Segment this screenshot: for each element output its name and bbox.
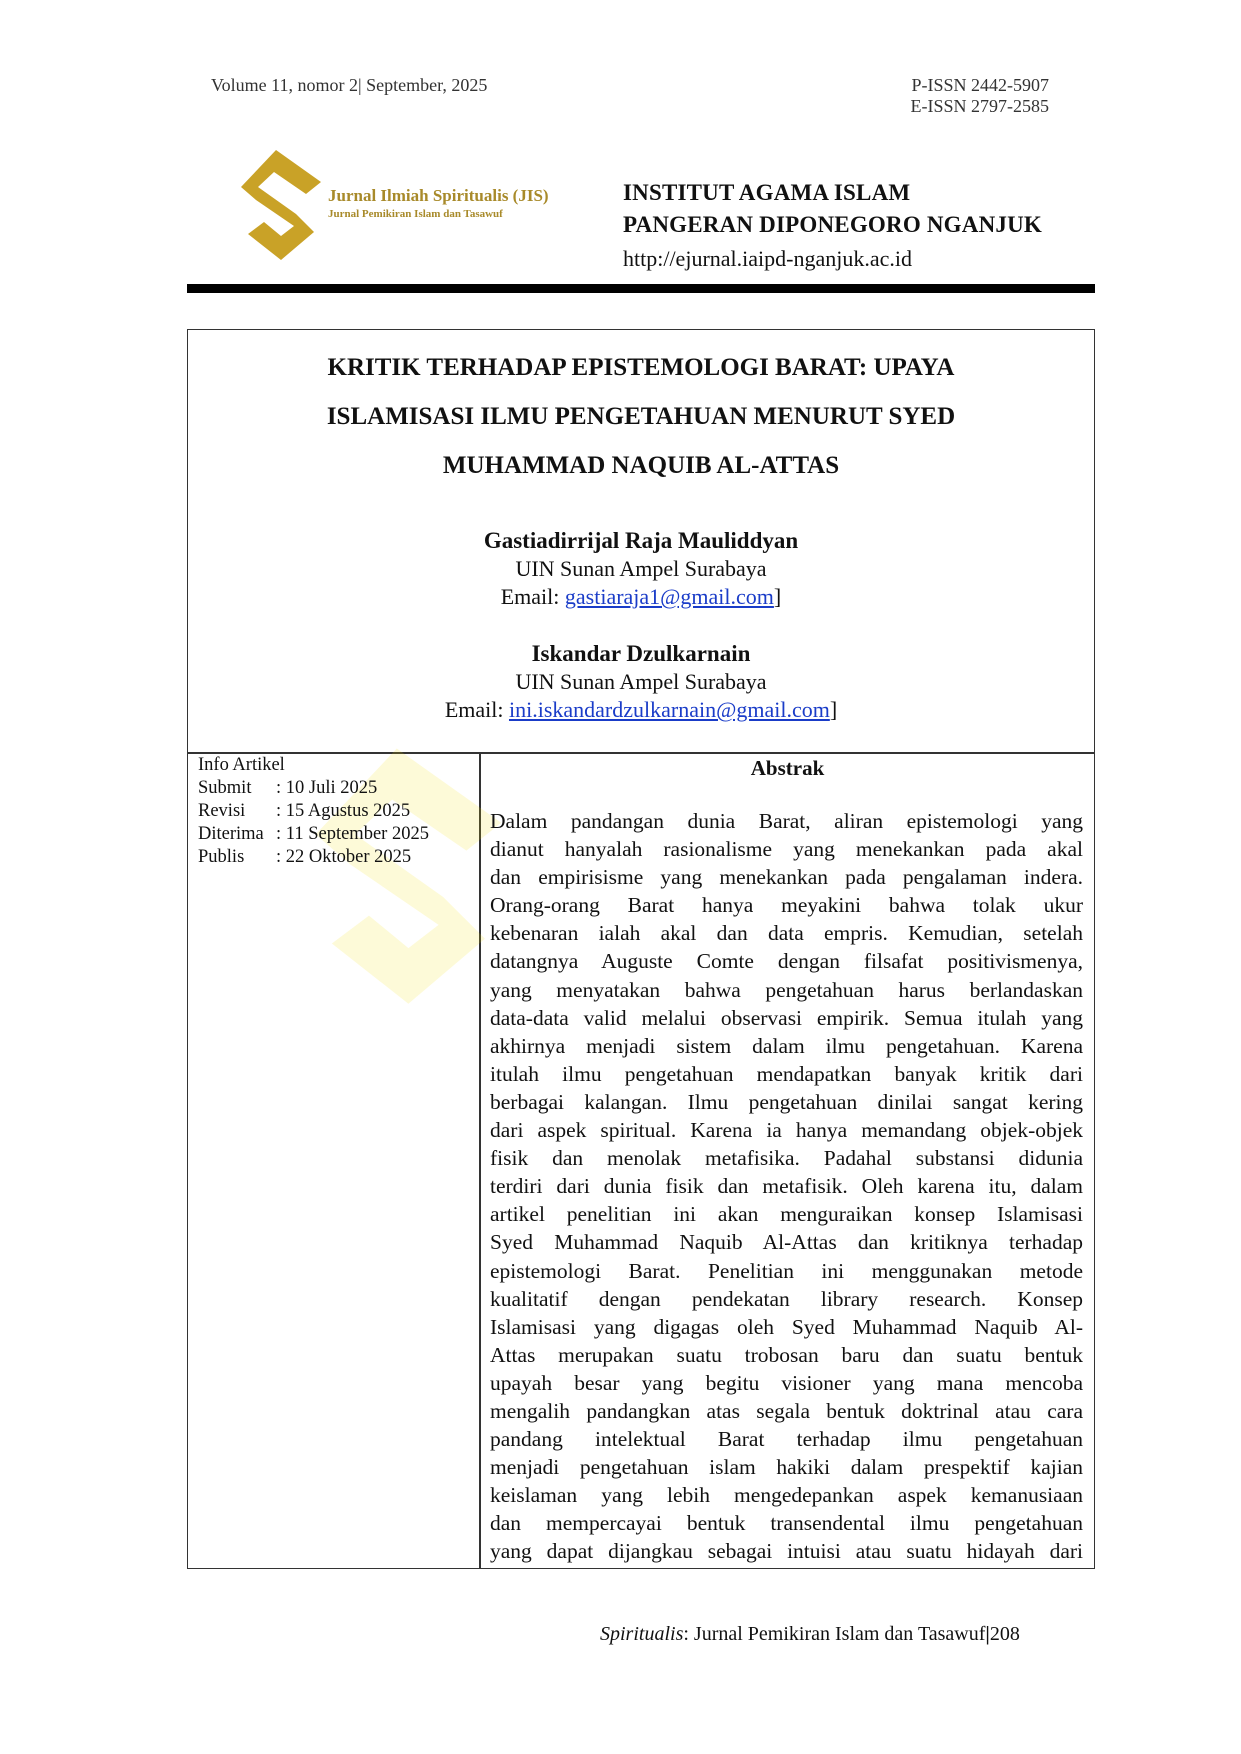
abstract-line: dan mempercayai bentuk transendental ilmu pengetahuan [490, 1511, 1083, 1536]
logo-s-icon [236, 142, 336, 267]
email-label: Email: [500, 584, 565, 609]
author-email-line [187, 697, 1095, 723]
abstract-line: itulah ilmu pengetahuan mendapatkan banyak kritik dari [490, 1061, 1083, 1086]
abstract-text [490, 807, 1083, 1566]
abstract-line: Syed Muhammad Naquib Al-Attas dan kritiknya terhadap [490, 1230, 1083, 1255]
e-issn: E-ISSN 2797-2585 [910, 96, 1049, 116]
abstract-line: keislaman yang lebih mengedepankan aspek kemanusiaan [490, 1483, 1083, 1508]
article-title-line: ISLAMISASI ILMU PENGETAHUAN MENURUT SYED [326, 403, 956, 430]
article-title-line: KRITIK TERHADAP EPISTEMOLOGI BARAT: UPAYA [327, 354, 955, 381]
header-divider [187, 284, 1095, 293]
logo-title: Jurnal Ilmiah Spiritualis (JIS) [328, 186, 549, 205]
p-issn: P-ISSN 2442-5907 [911, 75, 1049, 95]
abstract-line: yang menyatakan bahwa pengetahuan harus berlandaskan [490, 977, 1083, 1002]
abstract-line: menjadi pengetahuan islam hakiki dalam prespektif kajian [490, 1455, 1083, 1480]
footer-journal: Spiritualis [600, 1623, 684, 1645]
article-title-line: MUHAMMAD NAQUIB AL-ATTAS [442, 452, 840, 479]
abstract-line: berbagai kalangan. Ilmu pengetahuan dinilai sangat kering [490, 1089, 1083, 1114]
abstract-line: dan empirisisme yang menekankan pada pengalaman indera. [490, 865, 1083, 890]
abstract-line: Islamisasi yang digagas oleh Syed Muhammad Naquib Al- [490, 1314, 1083, 1339]
logo-subtitle: Jurnal Pemikiran Islam dan Tasawuf [328, 208, 503, 220]
abstract-line: dari aspek spiritual. Karena ia hanya memandang objek-objek [490, 1118, 1083, 1143]
abstract-line: Dalam pandangan dunia Barat, aliran epistemologi yang [490, 809, 1083, 833]
page-footer [600, 1623, 1020, 1646]
info-row: Publis : 22 Oktober 2025 [198, 847, 412, 867]
journal-logo [236, 142, 556, 267]
article-info [198, 754, 429, 869]
abstract-line: Orang-orang Barat hanya meyakini bahwa tolak ukur [490, 893, 1083, 918]
author-email-link[interactable]: ini.iskandardzulkarnain@gmail.com [508, 697, 830, 722]
abstract-line: mengalih pandangkan atas segala bentuk doktrinal atau cara [490, 1398, 1083, 1423]
issn-block [911, 75, 1050, 117]
volume-info: Volume 11, nomor 2| September, 2025 [211, 75, 488, 95]
footer-title: : Jurnal Pemikiran Islam dan Tasawuf [683, 1623, 986, 1645]
institution-line1: INSTITUT AGAMA ISLAM [623, 180, 911, 205]
abstract-line: epistemologi Barat. Penelitian ini menggunakan metode [490, 1258, 1083, 1283]
bracket: ] [773, 584, 782, 609]
institution-line2: PANGERAN DIPONEGORO NGANJUK [623, 212, 1042, 237]
abstract-line: Attas merupakan suatu trobosan baru dan suatu bentuk [490, 1342, 1083, 1367]
abstract-line: kebenaran ialah akal dan data empris. Kemudian, setelah [490, 921, 1083, 946]
abstract-line: dianut hanyalah rasionalisme yang menekankan pada akal [490, 837, 1083, 862]
abstract-line: datangnya Auguste Comte dengan filsafat positivismenya, [490, 949, 1083, 974]
footer-separator: | [985, 1623, 990, 1645]
info-row: Submit : 10 Juli 2025 [198, 778, 378, 798]
abstract-line: fisik dan menolak metafisika. Padahal substansi didunia [490, 1146, 1083, 1171]
abstract-heading: Abstrak [750, 756, 825, 780]
abstract-line: kualitatif dengan pendekatan library research. Konsep [490, 1286, 1083, 1311]
info-row: Revisi : 15 Agustus 2025 [198, 801, 411, 821]
abstract-line: upayah besar yang begitu visioner yang mana mencoba [490, 1370, 1083, 1395]
institution-url[interactable]: http://ejurnal.iaipd-nganjuk.ac.id [623, 246, 912, 271]
abstract-line: pandang intelektual Barat terhadap ilmu pengetahuan [490, 1427, 1083, 1452]
author-affiliation: UIN Sunan Ampel Surabaya [515, 669, 767, 694]
info-heading: Info Artikel [198, 755, 285, 775]
abstract-line: yang dapat dijangkau sebagai intuisi atau suatu hidayah dari [490, 1539, 1083, 1564]
abstract-line: akhirnya menjadi sistem dalam ilmu pengetahuan. Karena [490, 1033, 1083, 1058]
author-affiliation: UIN Sunan Ampel Surabaya [515, 556, 767, 581]
author-email-line [187, 584, 1095, 610]
author-email-link[interactable]: gastiaraja1@gmail.com [564, 584, 774, 609]
abstract-line: artikel penelitian ini akan menguraikan konsep Islamisasi [490, 1202, 1083, 1227]
abstract-line: data-data valid melalui observasi empirik. Semua itulah yang [490, 1005, 1083, 1030]
abstract-line: terdiri dari dunia fisik dan metafisik. Oleh karena itu, dalam [490, 1174, 1083, 1199]
author-name: Gastiadirrijal Raja Mauliddyan [483, 528, 799, 553]
bracket: ] [829, 697, 838, 722]
info-row: Diterima : 11 September 2025 [198, 824, 429, 844]
page-number: 208 [989, 1623, 1020, 1645]
author-name: Iskandar Dzulkarnain [531, 641, 751, 666]
email-label: Email: [444, 697, 509, 722]
